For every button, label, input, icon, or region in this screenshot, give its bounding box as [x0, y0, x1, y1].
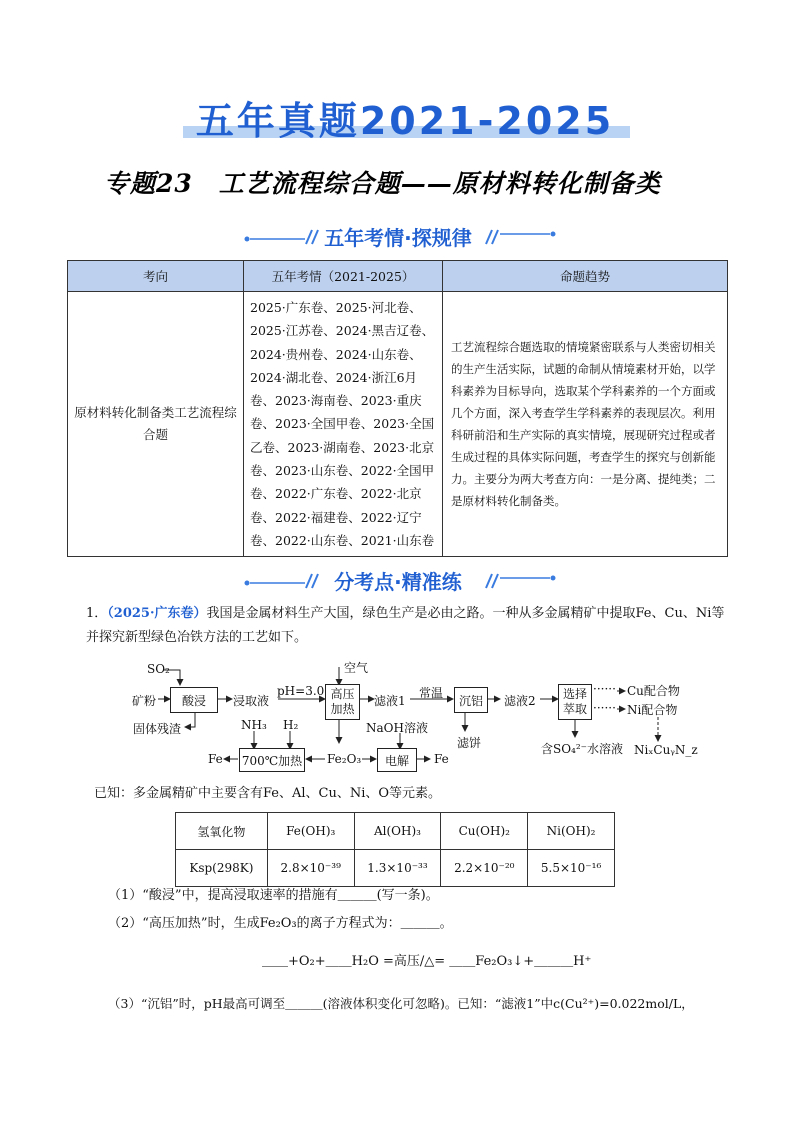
flow-dots1: ······ [593, 682, 616, 696]
sub-question-1: （1）“酸浸”中，提高浸取速率的措施有＿＿＿(写一条)。 [108, 888, 439, 903]
flow-fe-left: Fe [208, 752, 223, 766]
ksp-row-label: Ksp(298K) [176, 850, 268, 887]
flow-ext-line1: 选择 [562, 687, 587, 701]
flow-hp-line2: 加热 [330, 702, 355, 716]
ion-equation: ＿＿+O₂+＿＿H₂O =高压/△= ＿＿Fe₂O₃↓+＿＿＿H⁺ [262, 954, 592, 969]
flow-box-extract [558, 684, 592, 720]
flow-box-al: 沉铝 [454, 687, 488, 713]
flow-cu-complex: Cu配合物 [627, 684, 680, 698]
question-source: （2025·广东卷） [107, 606, 207, 621]
flow-fe2o3: Fe₂O₃ [327, 752, 362, 766]
flow-dots2: ······ [593, 701, 616, 715]
flow-box-700: 700℃加热 [239, 748, 305, 772]
flow-product: NiₓCuᵧN_z [634, 743, 698, 757]
cell-exams: 2025·广东卷、2025·河北卷、2025·江苏卷、2024·黑吉辽卷、2024·贵州卷、2024·山东卷、2024·湖北卷、2024·浙江6月卷、2023·海南卷、2023·重庆卷、2023·全国甲卷、2023·全国乙卷、2023·湖南卷、2023·北京卷、2023·山东卷、2022·全国甲卷、2022·广东卷、2022·北京卷、2022·福建卷、2022·辽宁卷、2022·山东卷、2021·山东卷 [244, 292, 443, 557]
cell-direction: 原材料转化制备类工艺流程综合题 [68, 292, 244, 557]
col-trend: 命题趋势 [443, 261, 728, 292]
flow-air: 空气 [344, 661, 369, 675]
flow-filtrate2: 滤液2 [504, 694, 536, 708]
ksp-head-0: 氢氧化物 [176, 813, 268, 850]
flow-hp-line1: 高压 [330, 687, 355, 701]
flow-box-elec: 电解 [377, 748, 417, 772]
question-stem [86, 602, 736, 650]
ksp-value-al: 1.3×10⁻³³ [354, 850, 441, 887]
exam-trend-table [67, 260, 728, 557]
question-number: 1． [86, 606, 108, 621]
section-title-trends: 五年考情·探规律 [324, 226, 472, 250]
flow-cake: 滤饼 [457, 736, 482, 750]
sub-question-2: （2）“高压加热”时，生成Fe₂O₃的离子方程式为：＿＿＿。 [108, 916, 453, 931]
ksp-head-2: Al(OH)₃ [354, 813, 441, 850]
ksp-head-3: Cu(OH)₂ [441, 813, 528, 850]
topic-title: 专题23 工艺流程综合题——原材料转化制备类 [104, 169, 661, 198]
section-title-practice: 分考点·精准练 [334, 570, 462, 594]
flow-h2: H₂ [283, 718, 299, 732]
flow-naoh: NaOH溶液 [366, 721, 428, 735]
cell-trend: 工艺流程综合题选取的情境紧密联系与人类密切相关的生产生活实际，试题的命制从情境素材开始，以学科素养为目标导向，选取某个学科素养的一个方面或几个方面，深入考查学生学科素养的表现层次。利用科研前沿和生产实际的真实情境，展现研究过程或者生成过程的具体实际问题，考查学生的探究与创新能力。主要分为两大考查方向：一是分离、提纯类；二是原材料转化制备类。 [443, 292, 728, 557]
sub-question-3: （3）“沉铝”时，pH最高可调至＿＿＿(溶液体积变化可忽略)。已知：“滤液1”中c(Cu²⁺)=0.022mol/L， [108, 996, 694, 1011]
flow-box-leach: 酸浸 [170, 687, 218, 713]
ksp-value-cu: 2.2×10⁻²⁰ [441, 850, 528, 887]
col-direction: 考向 [68, 261, 244, 292]
ksp-value-fe: 2.8×10⁻³⁹ [267, 850, 354, 887]
flow-box-highpressure [325, 684, 360, 720]
ksp-head-4: Ni(OH)₂ [528, 813, 615, 850]
flow-fe-right: Fe [434, 752, 449, 766]
flow-ph: pH=3.0 [277, 684, 325, 698]
flow-so2: SO₂ [147, 662, 170, 676]
col-exams: 五年考情（2021-2025） [244, 261, 443, 292]
flow-so4: 含SO₄²⁻水溶液 [541, 742, 624, 756]
flow-ni-complex: Ni配合物 [627, 703, 678, 717]
question-text: 我国是金属材料生产大国，绿色生产是必由之路。一种从多金属精矿中提取Fe、Cu、Ni等并探究新型绿色冶铁方法的工艺如下。 [86, 606, 725, 645]
flow-rt: 常温 [419, 686, 444, 700]
ksp-value-ni: 5.5×10⁻¹⁶ [528, 850, 615, 887]
ksp-head-1: Fe(OH)₃ [267, 813, 354, 850]
known-info: 已知：多金属精矿中主要含有Fe、Al、Cu、Ni、O等元素。 [94, 786, 442, 801]
ksp-table [175, 812, 615, 887]
flow-nh3: NH₃ [241, 718, 267, 732]
flow-ext-line2: 萃取 [562, 702, 587, 716]
flow-residue: 固体残渣 [133, 722, 182, 736]
flow-leachate: 浸取液 [233, 694, 270, 708]
flow-filtrate1: 滤液1 [374, 694, 406, 708]
flow-ore: 矿粉 [132, 694, 157, 708]
banner-title: 五年真题2021-2025 [195, 99, 615, 143]
